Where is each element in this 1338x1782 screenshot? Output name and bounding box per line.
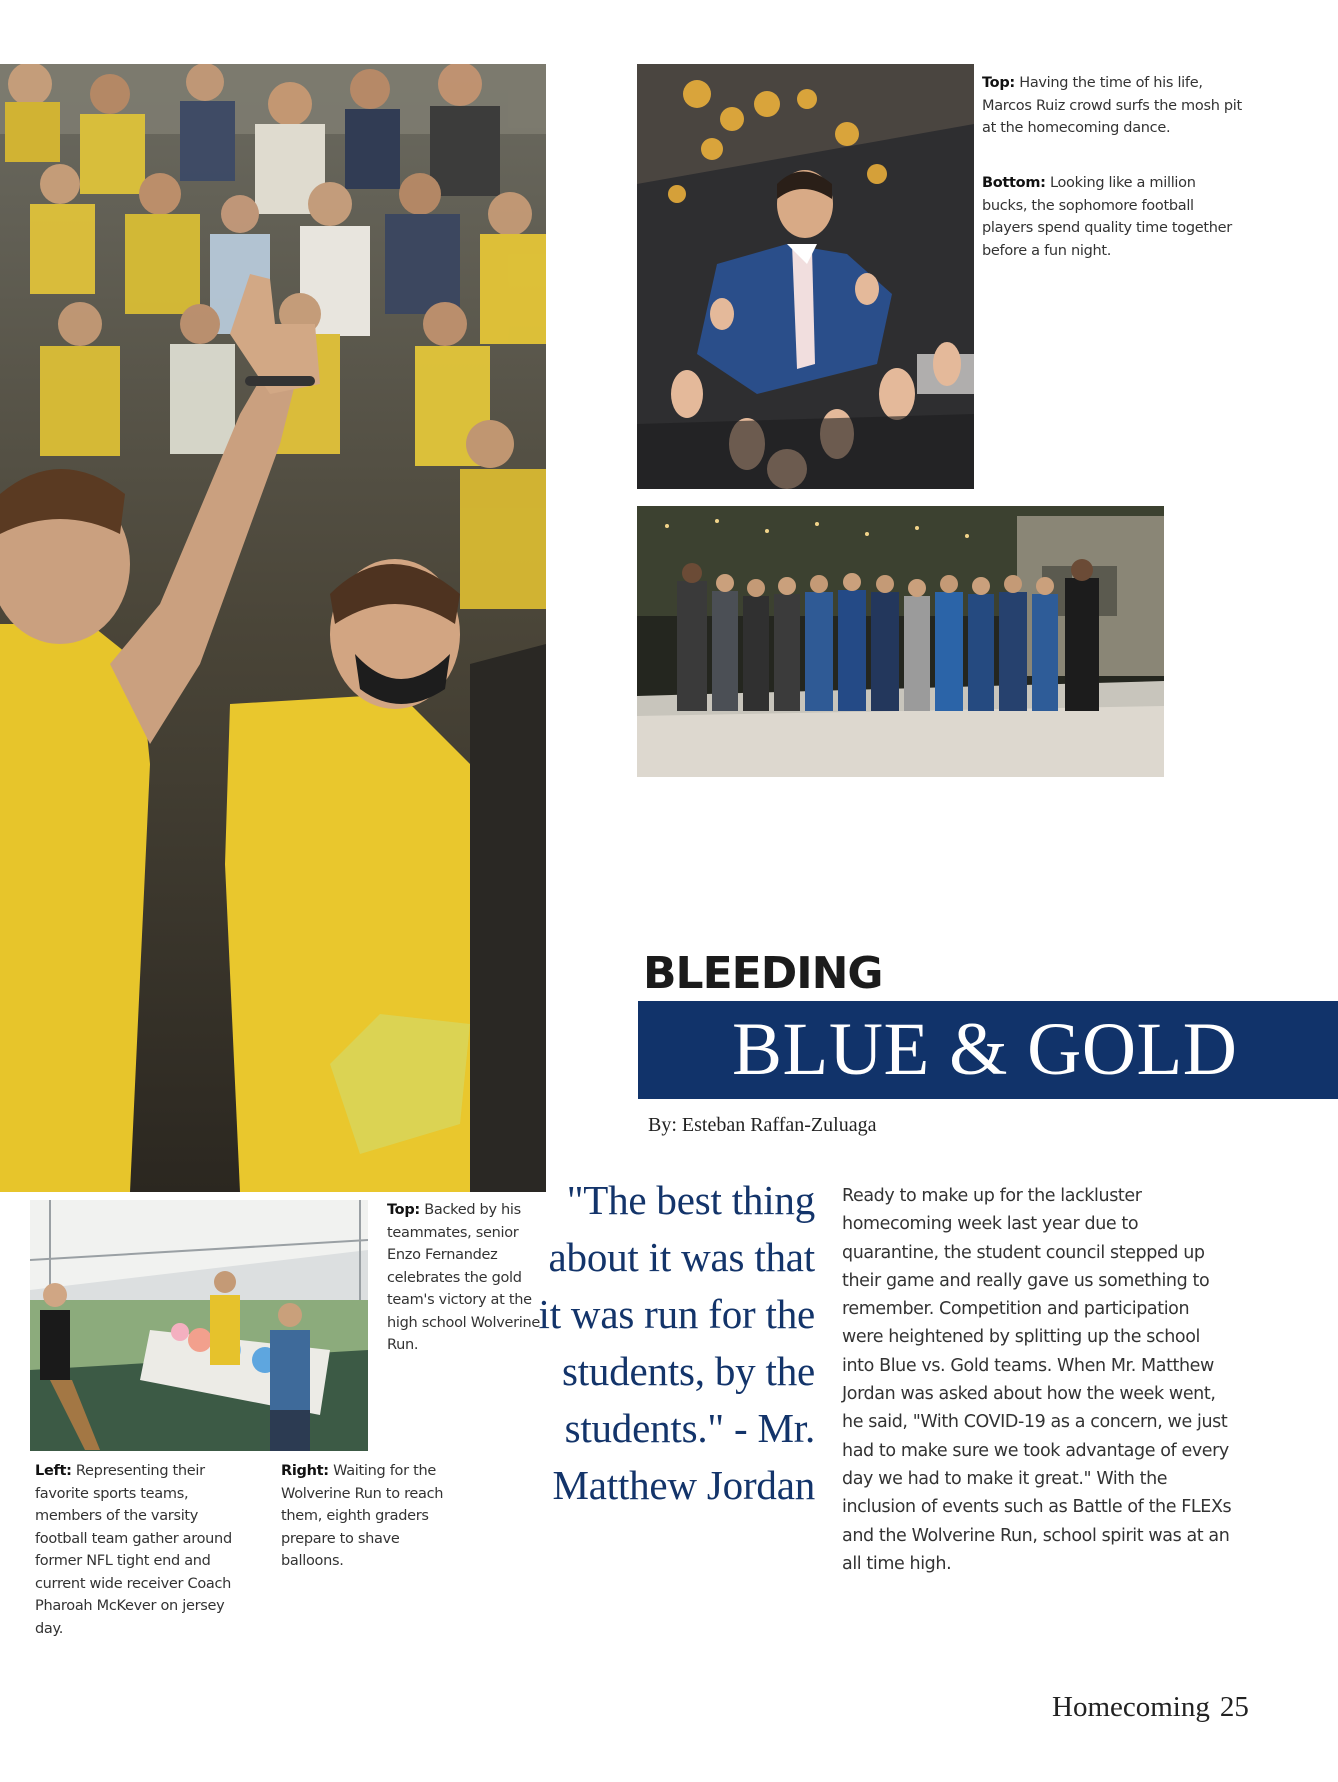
caption-label: Bottom: bbox=[982, 175, 1046, 191]
page-number: 25 bbox=[1219, 1691, 1249, 1723]
sophomore-group-photo bbox=[637, 506, 1164, 777]
caption-label: Top: bbox=[982, 75, 1015, 91]
article-body: Ready to make up for the lackluster homecoming week last year due to quarantine, the student council stepped up their game and really gave us something to remember. Competition and participation were heightened by splitting up the school into Blue vs. Gold teams. When Mr. Matthew Jordan was asked about how the week went, he said, "With COVID-19 as a concern, we just had to make sure we took advantage of every day we had to make it great." With the inclusion of events such as Battle of the FLEXs and the Wolverine Run, school spirit was at an all time high. bbox=[842, 1186, 1232, 1574]
crowd-surf-illustration bbox=[637, 64, 974, 489]
main-crowd-illustration bbox=[0, 64, 546, 1192]
wolverine-run-photo bbox=[30, 1200, 368, 1451]
caption-enzo bbox=[387, 1199, 547, 1357]
tent-illustration bbox=[30, 1200, 368, 1451]
caption-label: Top: bbox=[387, 1202, 420, 1218]
caption-text: Having the time of his life, Marcos Ruiz crowd surfs the mosh pit at the homecoming dance. bbox=[982, 75, 1242, 136]
caption-label: Left: bbox=[35, 1463, 72, 1479]
page-footer bbox=[1052, 1691, 1249, 1724]
caption-text: Representing their favorite sports teams, members of the varsity football team gather around former NFL tight end and current wide receiver Coach Pharoah McKever on jersey day. bbox=[35, 1463, 232, 1637]
caption-bottom-photo bbox=[982, 172, 1242, 262]
byline: By: Esteban Raffan-Zuluaga bbox=[648, 1114, 877, 1136]
main-crowd-photo bbox=[0, 64, 546, 1192]
headline-line1: BLEEDING bbox=[643, 948, 883, 999]
caption-text: Waiting for the Wolverine Run to reach them, eighth graders prepare to shave balloons. bbox=[281, 1463, 444, 1569]
pull-quote: "The best thing about it was that it was run for the students, by the students." - Mr. Matthew Jordan bbox=[538, 1177, 815, 1508]
section-name: Homecoming bbox=[1052, 1691, 1210, 1723]
caption-label: Right: bbox=[281, 1463, 329, 1479]
caption-top-photo bbox=[982, 72, 1242, 140]
caption-left bbox=[35, 1460, 250, 1640]
caption-right bbox=[281, 1460, 451, 1573]
caption-text: Looking like a million bucks, the sophomore football players spend quality time together before a fun night. bbox=[982, 175, 1232, 259]
crowd-surf-photo bbox=[637, 64, 974, 489]
headline-line2: BLUE & GOLD bbox=[732, 1008, 1238, 1091]
group-illustration bbox=[637, 506, 1164, 777]
caption-text: Backed by his teammates, senior Enzo Fernandez celebrates the gold team's victory at the high school Wolverine Run. bbox=[387, 1202, 541, 1353]
